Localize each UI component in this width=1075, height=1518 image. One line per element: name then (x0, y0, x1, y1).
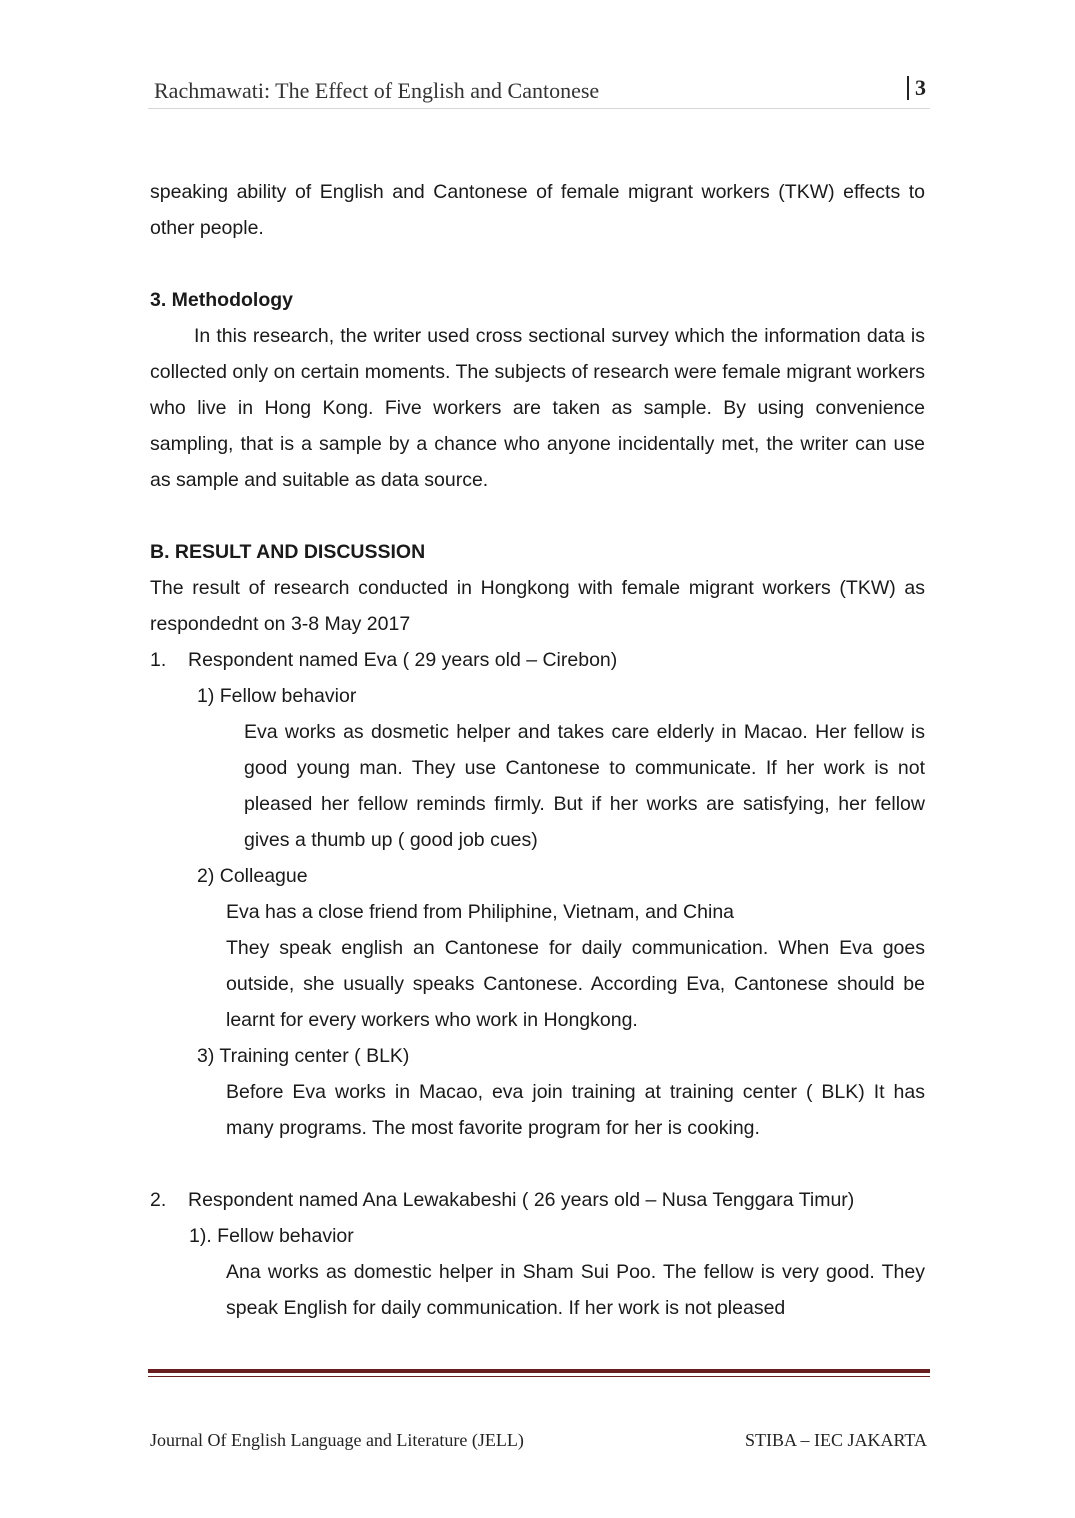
section-heading: 1) Fellow behavior (197, 685, 357, 707)
respondent-number: 1. (150, 649, 167, 671)
page-number: 3 (907, 76, 926, 100)
section-heading: 2) Colleague (197, 865, 308, 887)
section-paragraph: Eva works as dosmetic helper and takes care elderly in Macao. Her fellow is good young man. They use Cantonese to communicate. If her work is not pleased her fellow reminds firmly. But if her works are satisfying, her fellow gives a thumb up ( good job cues) (244, 721, 925, 851)
intro-paragraph: speaking ability of English and Cantonese of female migrant workers (TKW) effects to other people. (150, 181, 925, 239)
section-heading: 3) Training center ( BLK) (197, 1045, 410, 1067)
respondent-1-title (150, 642, 925, 678)
footer-journal: Journal Of English Language and Literature (JELL) (150, 1430, 524, 1450)
respondent-title: Respondent named Ana Lewakabeshi ( 26 years old – Nusa Tenggara Timur) (188, 1189, 855, 1211)
section-paragraph: Eva has a close friend from Philiphine, Vietnam, and China (226, 901, 735, 923)
methodology-heading: 3. Methodology (150, 289, 293, 311)
section-paragraph: Before Eva works in Macao, eva join training at training center ( BLK) It has many programs. The most favorite program for her is cooking. (226, 1081, 925, 1139)
running-title: Rachmawati: The Effect of English and Cantonese (154, 78, 600, 103)
page-content (150, 174, 925, 1326)
methodology-paragraph: In this research, the writer used cross sectional survey which the information data is collected only on certain moments. The subjects of research were female migrant workers who live in Hong Kong. Five workers are taken as sample. By using convenience sampling, that is a sample by a chance who anyone incidentally met, the writer can use as sample and suitable as data source. (150, 325, 925, 491)
section-heading: 1). Fellow behavior (189, 1225, 354, 1247)
footer-divider (148, 1369, 930, 1377)
respondent-2-title (150, 1182, 925, 1218)
footer-institution: STIBA – IEC JAKARTA (745, 1430, 927, 1450)
results-intro: The result of research conducted in Hongkong with female migrant workers (TKW) as respondednt on 3-8 May 2017 (150, 577, 925, 635)
respondent-title: Respondent named Eva ( 29 years old – Cirebon) (188, 649, 618, 671)
section-paragraph: Ana works as domestic helper in Sham Sui Poo. The fellow is very good. They speak English for daily communication. If her work is not pleased (226, 1261, 925, 1319)
page-header (148, 74, 930, 109)
section-paragraph: They speak english an Cantonese for daily communication. When Eva goes outside, she usually speaks Cantonese. According Eva, Cantonese should be learnt for every workers who work in Hongkong. (226, 937, 925, 1031)
respondent-number: 2. (150, 1189, 167, 1211)
results-heading: B. RESULT AND DISCUSSION (150, 541, 426, 563)
